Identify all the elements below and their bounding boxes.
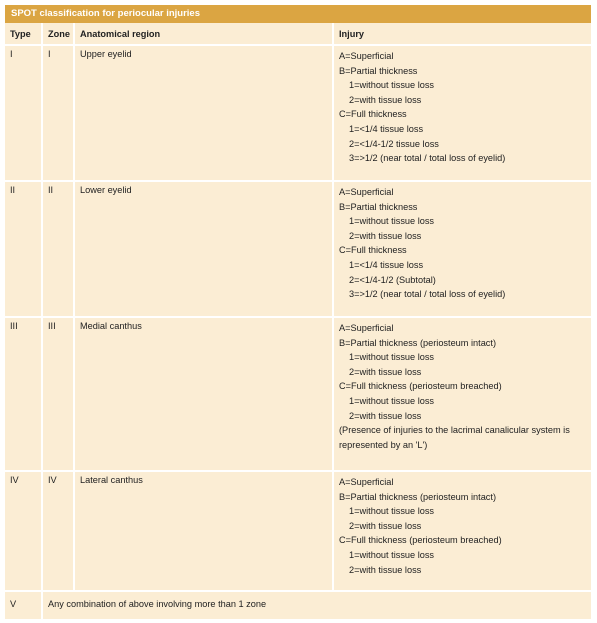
injury-line: 2=<1/4-1/2 tissue loss bbox=[349, 138, 439, 149]
classification-grid bbox=[5, 23, 591, 619]
type-cell: IV bbox=[5, 471, 42, 591]
injury-line: C=Full thickness bbox=[339, 109, 407, 120]
injury-line: 3=>1/2 (near total / total loss of eyelid) bbox=[349, 289, 506, 300]
injury-line: (Presence of injuries to the lacrimal canalicular system is represented by an 'L') bbox=[339, 425, 570, 450]
region-cell: Medial canthus bbox=[74, 317, 333, 471]
injury-line: B=Partial thickness (periosteum intact) bbox=[339, 337, 497, 348]
injury-line: 2=<1/4-1/2 (Subtotal) bbox=[349, 274, 436, 285]
injury-cell bbox=[333, 181, 591, 317]
type-cell: II bbox=[5, 181, 42, 317]
injury-line: B=Partial thickness bbox=[339, 201, 418, 212]
region-cell: Lateral canthus bbox=[74, 471, 333, 591]
injury-line: 2=with tissue loss bbox=[349, 564, 422, 575]
injury-line: 1=without tissue loss bbox=[349, 549, 435, 560]
combination-text: Any combination of above involving more than 1 zone bbox=[42, 591, 591, 619]
injury-line: 1=<1/4 tissue loss bbox=[349, 123, 424, 134]
table-row-combination bbox=[5, 591, 591, 619]
injury-cell bbox=[333, 471, 591, 591]
header-row bbox=[5, 23, 591, 45]
header-type: Type bbox=[5, 23, 42, 45]
zone-cell: III bbox=[42, 317, 74, 471]
zone-cell: II bbox=[42, 181, 74, 317]
header-region: Anatomical region bbox=[74, 23, 333, 45]
zone-cell: IV bbox=[42, 471, 74, 591]
injury-line: 2=with tissue loss bbox=[349, 366, 422, 377]
injury-line: 1=without tissue loss bbox=[349, 506, 435, 517]
injury-line: 1=<1/4 tissue loss bbox=[349, 259, 424, 270]
injury-line: 1=without tissue loss bbox=[349, 216, 435, 227]
type-cell: III bbox=[5, 317, 42, 471]
injury-line: 2=with tissue loss bbox=[349, 410, 422, 421]
injury-line: 1=without tissue loss bbox=[349, 80, 435, 91]
table-title: SPOT classification for periocular injuries bbox=[5, 5, 591, 23]
table-row bbox=[5, 317, 591, 471]
type-cell: I bbox=[5, 45, 42, 181]
injury-line: 2=with tissue loss bbox=[349, 230, 422, 241]
injury-line: 1=without tissue loss bbox=[349, 352, 435, 363]
injury-line: C=Full thickness (periosteum breached) bbox=[339, 535, 502, 546]
injury-cell bbox=[333, 45, 591, 181]
injury-line: 1=without tissue loss bbox=[349, 395, 435, 406]
injury-line: C=Full thickness (periosteum breached) bbox=[339, 381, 502, 392]
injury-line: 2=with tissue loss bbox=[349, 94, 422, 105]
table-row bbox=[5, 45, 591, 181]
type-cell: V bbox=[5, 591, 42, 619]
region-cell: Lower eyelid bbox=[74, 181, 333, 317]
injury-line: A=Superficial bbox=[339, 51, 394, 61]
table-row bbox=[5, 471, 591, 591]
spot-classification-table bbox=[5, 5, 591, 619]
zone-cell: I bbox=[42, 45, 74, 181]
injury-line: B=Partial thickness bbox=[339, 65, 418, 76]
injury-line: A=Superficial bbox=[339, 323, 394, 333]
table-row bbox=[5, 181, 591, 317]
injury-line: 2=with tissue loss bbox=[349, 520, 422, 531]
injury-line: C=Full thickness bbox=[339, 245, 407, 256]
header-zone: Zone bbox=[42, 23, 74, 45]
injury-line: 3=>1/2 (near total / total loss of eyelid) bbox=[349, 153, 506, 164]
injury-line: A=Superficial bbox=[339, 477, 394, 487]
injury-line: B=Partial thickness (periosteum intact) bbox=[339, 491, 497, 502]
injury-line: A=Superficial bbox=[339, 187, 394, 197]
region-cell: Upper eyelid bbox=[74, 45, 333, 181]
header-injury: Injury bbox=[333, 23, 591, 45]
injury-cell bbox=[333, 317, 591, 471]
